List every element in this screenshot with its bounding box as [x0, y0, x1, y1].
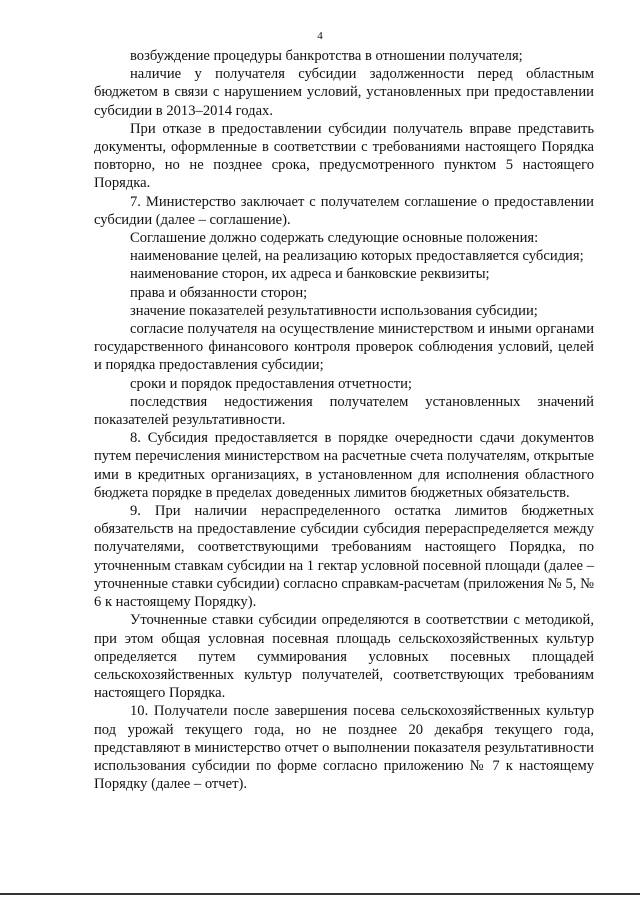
paragraph: 10. Получатели после завершения посева сельскохозяйственных культур под урожай текущего года, но не позднее 20 декабря текущего года, представляют в министерство отчет о выполнении показателя результативности использования субсидии по форме согласно приложению № 7 к настоящему Порядку (далее – отчет). — [94, 703, 594, 793]
document-body — [94, 47, 594, 793]
paragraph: Уточненные ставки субсидии определяются в соответствии с методикой, при этом общая условная посевная площадь сельскохозяйственных культур определяется путем суммирования условных посевных площадей сельскохозяйственных культур получателей, соответствующих требованиям настоящего Порядка. — [94, 612, 594, 702]
paragraph: 9. При наличии нераспределенного остатка лимитов бюджетных обязательств на предоставление субсидии субсидия перераспределяется между получателями, соответствующими требованиям настоящего Порядка, по уточненным ставкам субсидии на 1 гектар условной посевной площади (далее – уточненные ставки субсидии) согласно справкам-расчетам (приложения № 5, № 6 к настоящему Порядку). — [94, 503, 594, 611]
paragraph: 7. Министерство заключает с получателем соглашение о предоставлении субсидии (далее – соглашение). — [94, 193, 594, 228]
paragraph: наименование целей, на реализацию которых предоставляется субсидия; — [130, 248, 584, 265]
paragraph: 8. Субсидия предоставляется в порядке очередности сдачи документов путем перечисления министерством на расчетные счета получателям, открытые ими в кредитных организациях, в установленном для исполнения областного бюджета порядке в пределах доведенных лимитов бюджетных обязательств. — [94, 430, 594, 501]
paragraph: значение показателей результативности использования субсидии; — [130, 302, 538, 319]
paragraph: согласие получателя на осуществление министерством и иными органами государственного финансового контроля проверок соблюдения условий, целей и порядка предоставления субсидии; — [94, 321, 594, 374]
paragraph: При отказе в предоставлении субсидии получатель вправе представить документы, оформленные в соответствии с требованиями настоящего Порядка повторно, но не позднее срока, предусмотренного пунктом 5 настоящего Порядка. — [94, 120, 594, 192]
paragraph: наличие у получателя субсидии задолженности перед областным бюджетом в связи с нарушением условий, установленных при предоставлении субсидии в 2013–2014 годах. — [94, 66, 594, 119]
page-number: 4 — [317, 30, 323, 42]
paragraph: Соглашение должно содержать следующие основные положения: — [130, 230, 539, 247]
paragraph: последствия недостижения получателем установленных значений показателей результативности. — [94, 393, 594, 429]
paragraph: права и обязанности сторон; — [130, 284, 308, 301]
paragraph: возбуждение процедуры банкротства в отношении получателя; — [130, 48, 523, 64]
paragraph: наименование сторон, их адреса и банковские реквизиты; — [130, 266, 490, 283]
page-bottom-border — [0, 893, 640, 895]
paragraph: сроки и порядок предоставления отчетности; — [130, 375, 412, 392]
